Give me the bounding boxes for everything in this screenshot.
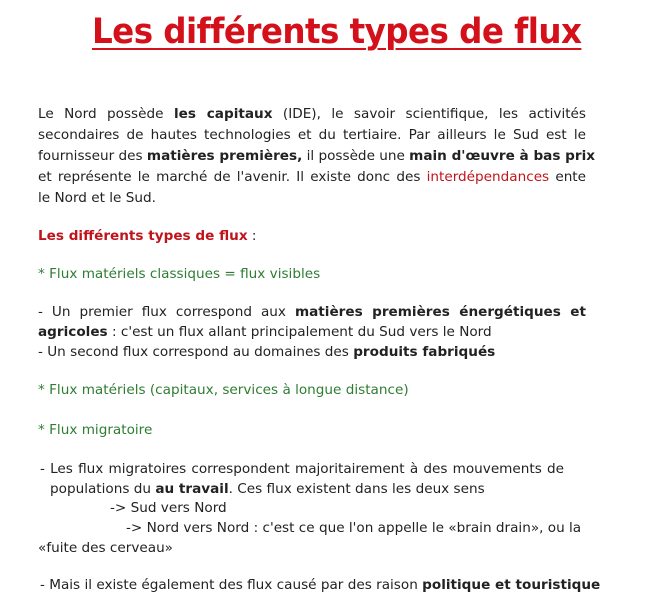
types-heading: Les différents types de flux : [38,228,257,244]
flux-migratoire-heading: * Flux migratoire [38,422,153,438]
intro-line-2: secondaires de hautes technologies et du tertiaire. Par ailleurs le Sud est le [38,127,586,143]
flux-capitaux-heading: * Flux matériels (capitaux, services à longue distance) [38,382,409,398]
intro-line-4: et représente le marché de l'avenir. Il existe donc des interdépendances ente [38,169,586,185]
page-title: Les différents types de flux [92,12,582,52]
intro-line-1: Le Nord possède les capitaux (IDE), le savoir scientifique, les activités [38,106,587,122]
flux3-line-3: «fuite des cerveau» [38,540,174,556]
flux3-line-4: - Mais il existe également des flux causé par des raison politique et touristique [40,577,601,593]
flux3-arrow-sud-nord: -> Sud vers Nord [110,500,227,516]
flux1-line-3: - Un second flux correspond au domaines des produits fabriqués [38,344,496,360]
flux3-line-1: - Les flux migratoires correspondent majoritairement à des mouvements de [40,461,564,477]
flux3-arrow-nord-nord: -> Nord vers Nord : c'est ce que l'on appelle le «brain drain», ou la [126,520,582,536]
flux-visible-heading: * Flux matériels classiques = flux visibles [38,266,321,282]
intro-line-3: fournisseur des matières premières, il possède une main d'œuvre à bas prix [38,148,596,164]
intro-line-5: le Nord et le Sud. [38,190,156,206]
flux3-line-2: populations du au travail. Ces flux existent dans les deux sens [50,481,485,497]
flux1-line-1: - Un premier flux correspond aux matières premières énergétiques et [38,304,586,320]
flux1-line-2: agricoles : c'est un flux allant principalement du Sud vers le Nord [38,324,492,340]
